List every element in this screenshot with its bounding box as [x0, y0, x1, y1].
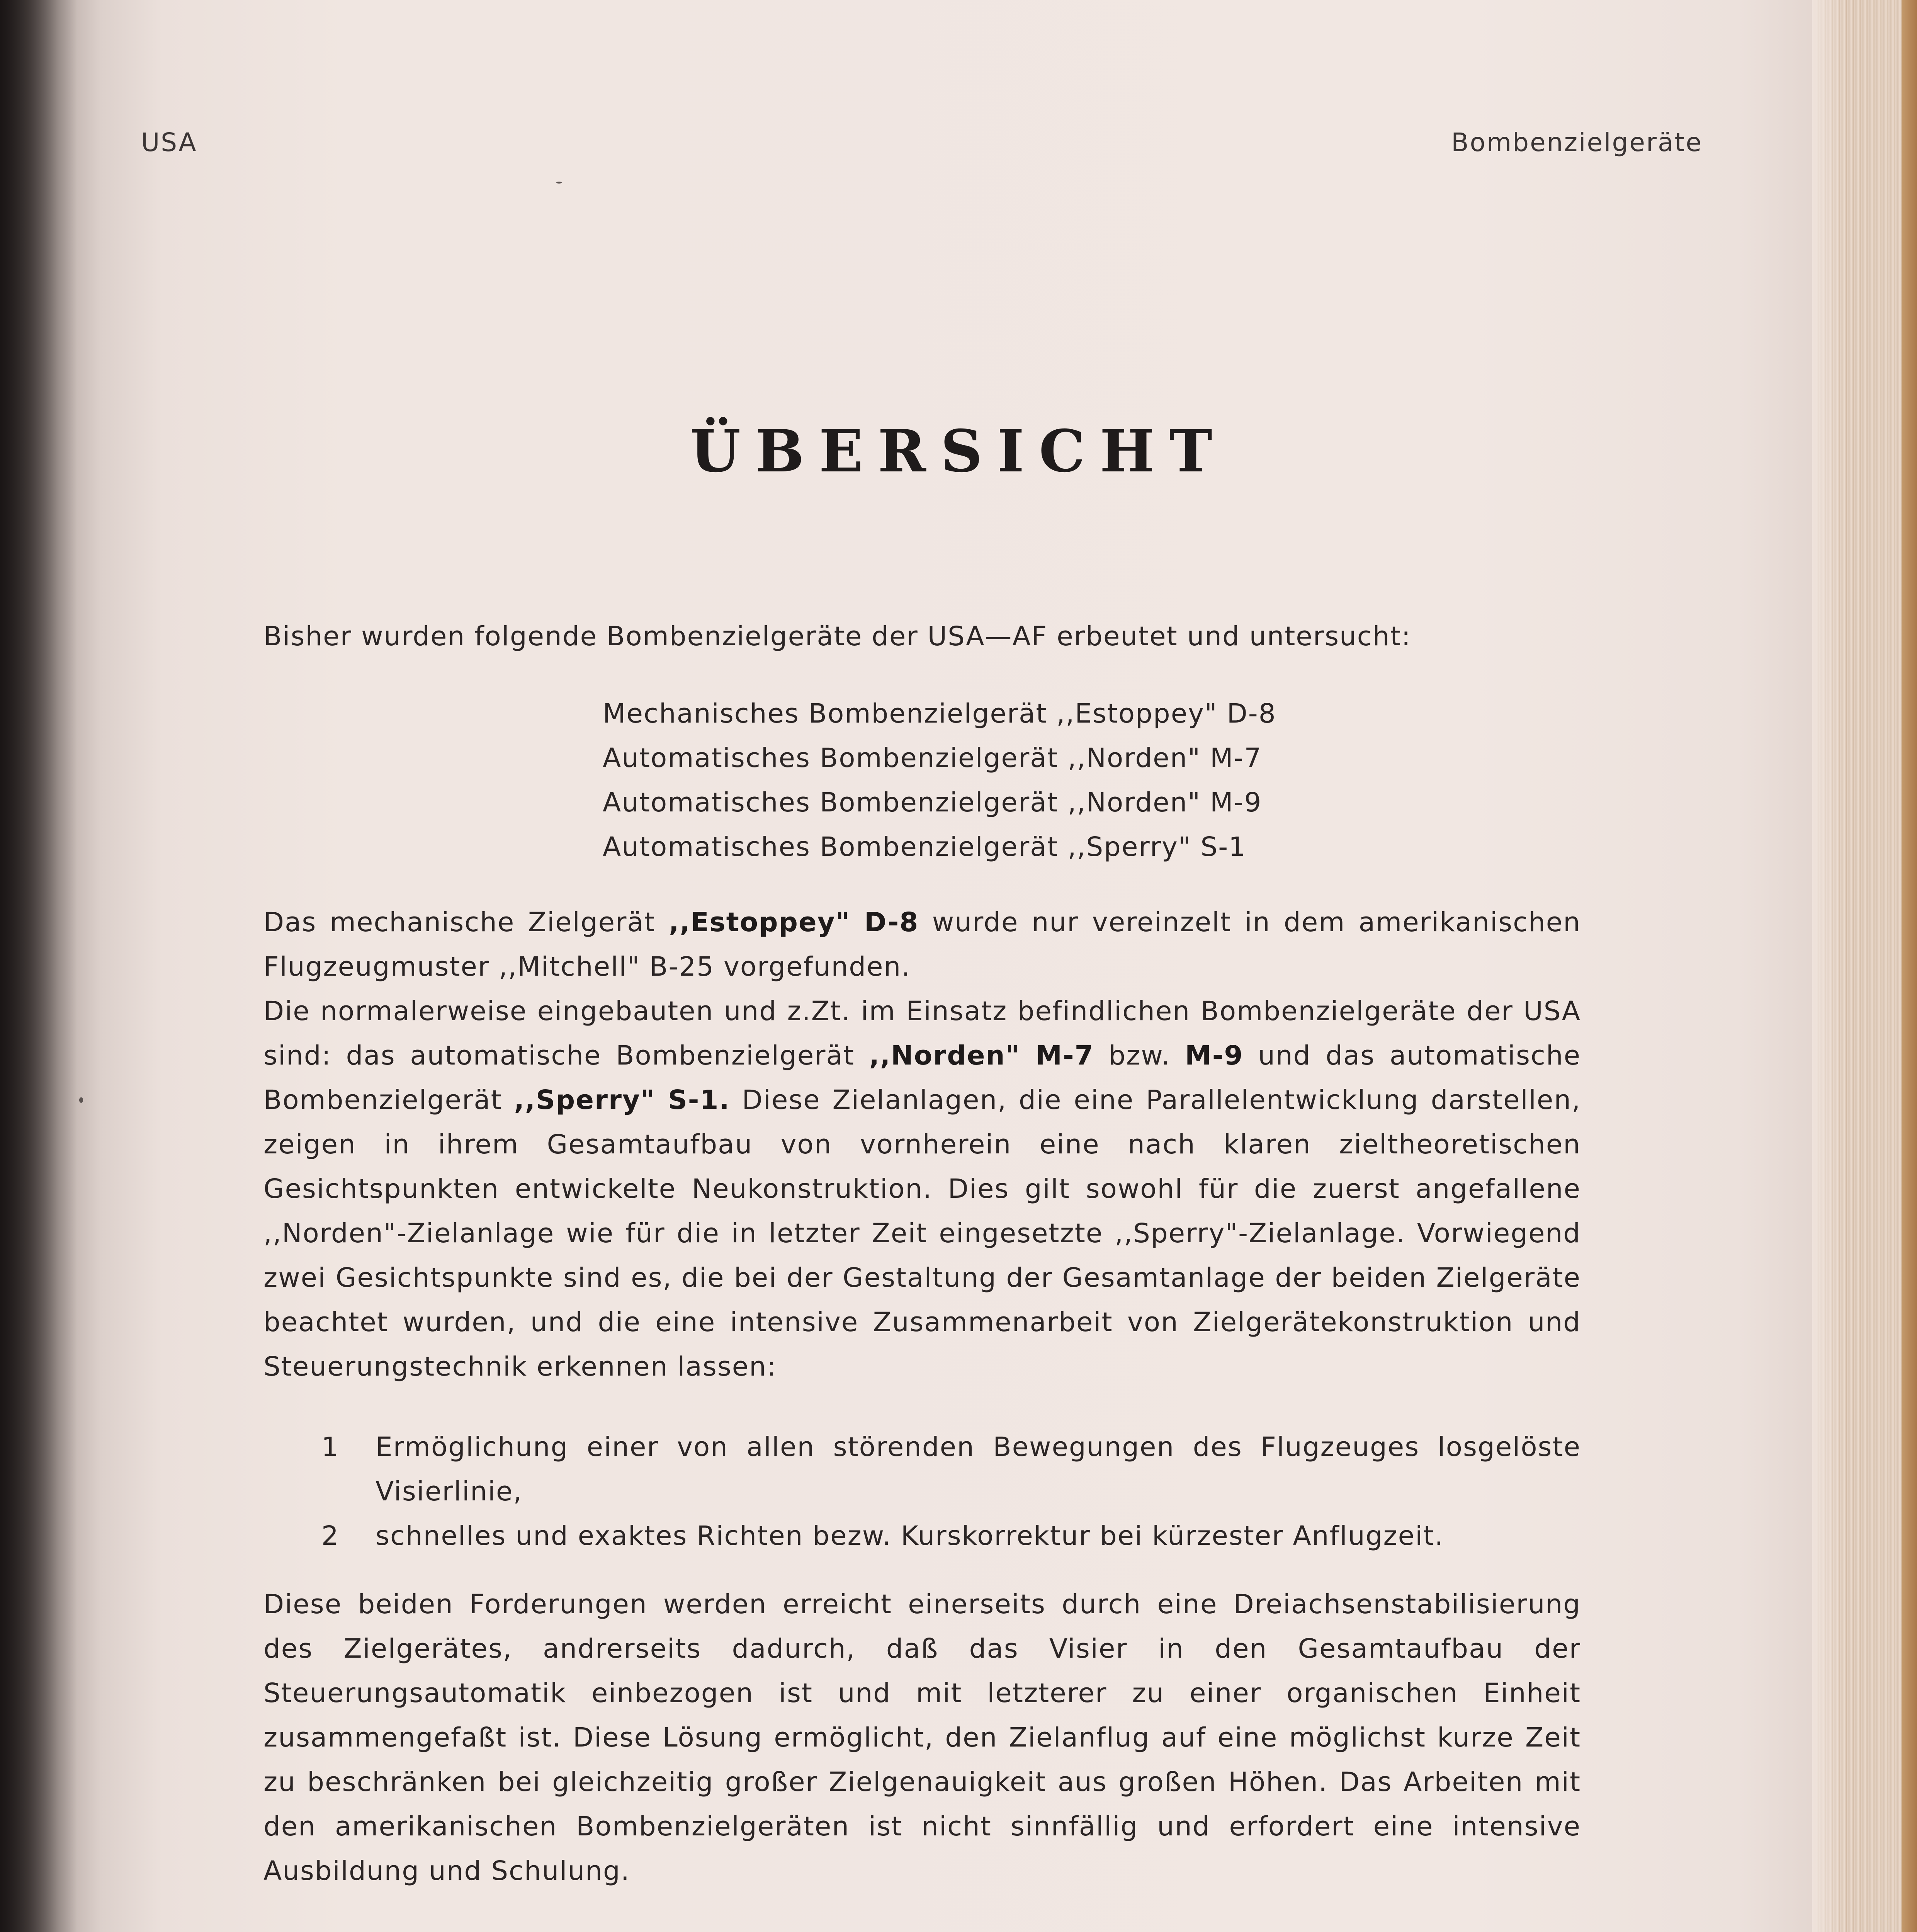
list-number: 2 — [321, 1520, 339, 1551]
device-item: Mechanisches Bombenzielgerät ,,Estoppey" D-8 — [603, 698, 1276, 729]
intro-paragraph: Bisher wurden folgende Bombenzielgeräte der USA—AF erbeutet und untersucht: — [263, 621, 1411, 652]
device-name-norden-m7: ,,Norden" M-7 — [869, 1040, 1094, 1071]
text-run: bzw. — [1108, 1040, 1171, 1071]
list-item — [263, 1514, 1581, 1558]
text-run: Das mechanische Zielgerät — [263, 907, 656, 938]
text-run: und das automatische Bombenzielgerät — [263, 1040, 1581, 1116]
device-item: Automatisches Bombenzielgerät ,,Norden" M-7 — [603, 743, 1262, 774]
device-list — [603, 692, 1276, 869]
list-text: Ermöglichung einer von allen störenden Bewegungen des Flugzeuges losgelöste Visierlinie, — [376, 1432, 1581, 1507]
paper-speck — [556, 182, 562, 184]
text-run: Diese Zielanlagen, die eine Parallelentwicklung darstellen, zeigen in ihrem Gesamtaufbau von vornherein eine nach klaren zieltheoretischen Gesichtspunkten entwickelte Neukonstruktion. Dies gilt sowohl für die zuerst angefallene ,,Norden"-Zielanlage wie für die in letzter Zeit eingesetzte ,,Sperry"-Zielanlage. Vorwiegend zwei Gesichtspunkte sind es, die bei der Gestaltung der Gesamtanlage der beiden Zielgeräte beachtet wurden, und die eine intensive Zusammenarbeit von Zielgerätekonstruktion und Steuerungstechnik erkennen lassen: — [263, 1085, 1581, 1382]
device-name-sperry: ,,Sperry" S-1. — [514, 1085, 730, 1116]
list-number: 1 — [321, 1432, 339, 1463]
page-title: ÜBERSICHT — [690, 417, 1227, 485]
device-name-norden-m9: M-9 — [1185, 1040, 1244, 1071]
device-item: Automatisches Bombenzielgerät ,,Norden" M-9 — [603, 787, 1262, 818]
running-head-left: USA — [141, 128, 197, 157]
text-run: Die normalerweise eingebauten und z.Zt. im Einsatz befindlichen Bombenzielgeräte der USA sind: das automatische Bombenzielgerät — [263, 996, 1581, 1071]
running-head-right: Bombenzielgeräte — [1451, 128, 1703, 157]
list-text: schnelles und exaktes Richten bezw. Kurskorrektur bei kürzester Anflugzeit. — [376, 1520, 1444, 1551]
device-item: Automatisches Bombenzielgerät ,,Sperry" S-1 — [603, 832, 1247, 862]
device-name-estoppey: ,,Estoppey" D-8 — [669, 907, 919, 938]
closing-paragraph: Diese beiden Forderungen werden erreicht einerseits durch eine Dreiachsenstabilisierung des Zielgerätes, andrerseits dadurch, daß das Visier in den Gesamtaufbau der Steuerungsautomatik einbezogen ist und mit letzterer zu einer organischen Einheit zusammengefaßt ist. Diese Lösung ermöglicht, den Zielanflug auf eine möglichst kurze Zeit zu beschränken bei gleichzeitig großer Zielgenauigkeit aus großen Höhen. Das Arbeiten mit den amerikanischen Bombenzielgeräten ist nicht sinnfällig und erfordert eine intensive Ausbildung und Schulung. — [263, 1589, 1581, 1886]
list-item — [263, 1425, 1581, 1514]
page-edges — [1812, 0, 1917, 1932]
paper-speck — [79, 1097, 83, 1103]
book-spine-shadow — [0, 0, 77, 1932]
requirements-list — [263, 1425, 1581, 1558]
text-run: wurde nur vereinzelt in dem amerikanischen Flugzeugmuster ,,Mitchell" B-25 vorgefunden. — [263, 907, 1581, 982]
paragraph-estoppey-norden-sperry — [263, 900, 1581, 1389]
